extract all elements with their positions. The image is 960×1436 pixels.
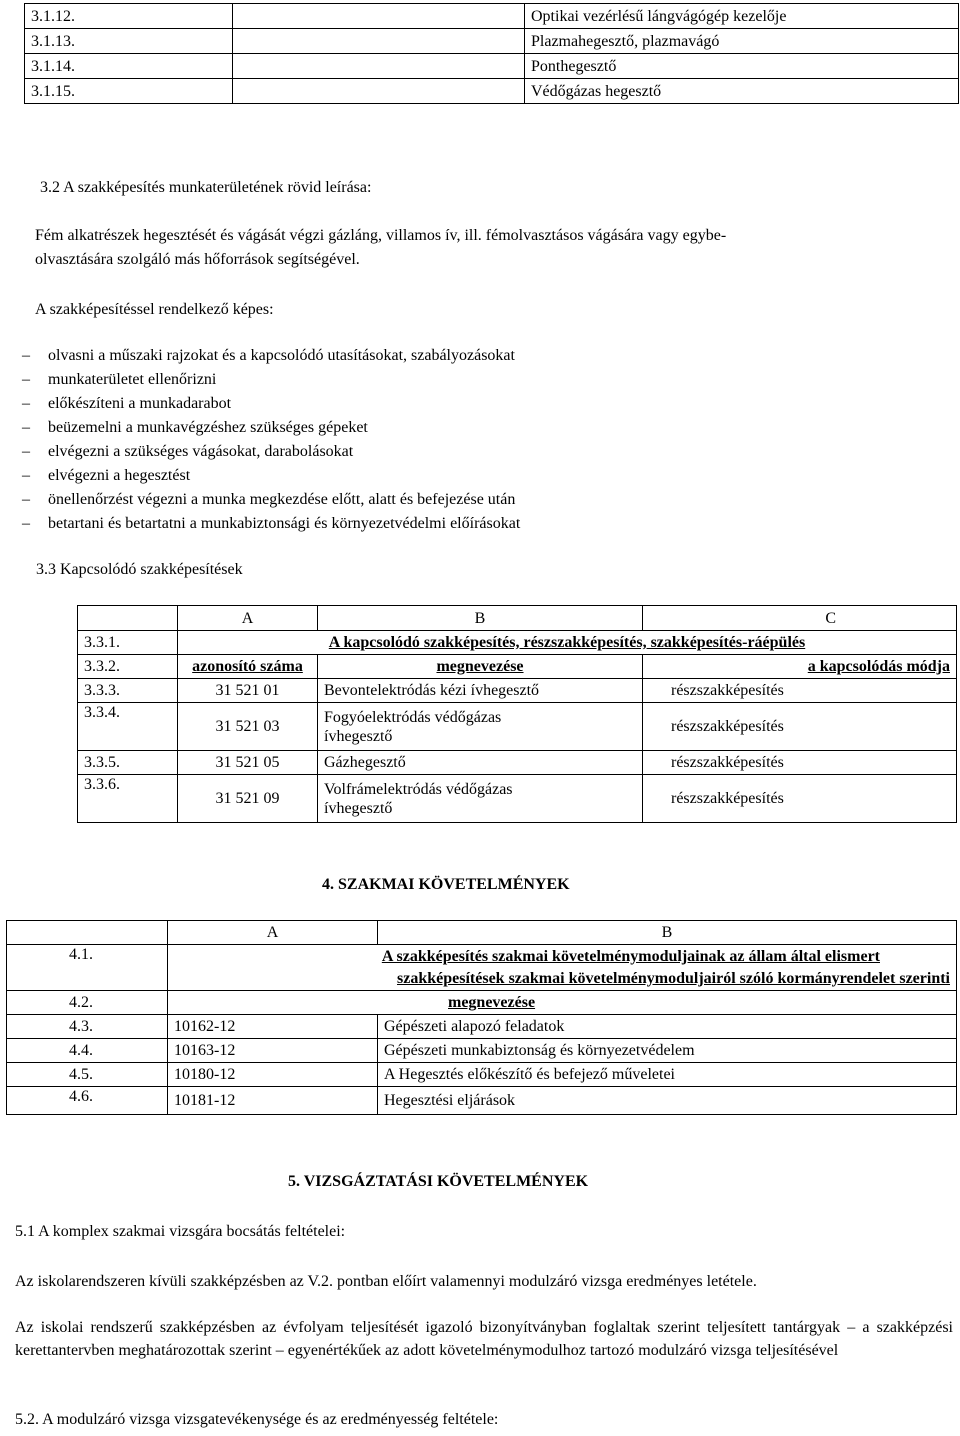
qualification-code: 31 521 03 <box>178 703 318 751</box>
list-item-text: elvégezni a hegesztést <box>48 467 191 484</box>
description-line-1: Fém alkatrészek hegesztését és vágását végzi gázláng, villamos ív, ill. fémolvasztásos vágására vagy egybe- <box>35 227 727 244</box>
capability-list <box>22 344 520 536</box>
name-header: megnevezése <box>168 991 957 1015</box>
row-number: 3.1.14. <box>25 54 233 79</box>
dash-bullet: – <box>22 443 30 460</box>
subsection-5-2-title: 5.2. A modulzáró vizsga vizsgatevékenysége és az eredményesség feltétele: <box>15 1411 499 1428</box>
module-name: A Hegesztés előkészítő és befejező műveletei <box>378 1063 957 1087</box>
table-row <box>7 1063 957 1087</box>
table-header-row <box>78 606 957 631</box>
table-row <box>25 4 959 29</box>
column-header-a: A <box>168 921 378 945</box>
table-row <box>78 775 957 823</box>
list-item <box>22 464 520 488</box>
qualification-code: 31 521 09 <box>178 775 318 823</box>
table-row <box>7 945 957 991</box>
list-item-text: olvasni a műszaki rajzokat és a kapcsolódó utasításokat, szabályozásokat <box>48 347 515 364</box>
row-number: 4.6. <box>7 1087 168 1115</box>
module-name: Gépészeti alapozó feladatok <box>378 1015 957 1039</box>
row-number: 3.1.12. <box>25 4 233 29</box>
row-number: 4.3. <box>7 1015 168 1039</box>
admission-paragraph-1: Az iskolarendszeren kívüli szakképzésben az V.2. pontban előírt valamennyi modulzáró vizsga eredményes letétele. <box>15 1273 757 1290</box>
column-header-a: A <box>178 606 318 631</box>
empty-cell <box>233 54 525 79</box>
empty-cell <box>233 4 525 29</box>
row-number: 4.5. <box>7 1063 168 1087</box>
qualification-name: Védőgázas hegesztő <box>525 79 959 104</box>
list-item-text: önellenőrzést végezni a munka megkezdése előtt, alatt és befejezése után <box>48 491 516 508</box>
row-number: 3.3.2. <box>78 655 178 679</box>
column-header-b: B <box>318 606 643 631</box>
row-number: 3.1.15. <box>25 79 233 104</box>
qualification-name: Ponthegesztő <box>525 54 959 79</box>
module-code: 10162-12 <box>168 1015 378 1039</box>
list-item <box>22 368 520 392</box>
empty-cell <box>233 79 525 104</box>
list-item <box>22 392 520 416</box>
row-number: 3.3.5. <box>78 751 178 775</box>
section-5-title: 5. VIZSGÁZTATÁSI KÖVETELMÉNYEK <box>288 1173 589 1190</box>
qualification-name: Bevontelektródás kézi ívhegesztő <box>318 679 643 703</box>
row-number: 4.2. <box>7 991 168 1015</box>
relation-type-header: a kapcsolódás módja <box>643 655 957 679</box>
list-item <box>22 344 520 368</box>
qualification-name: Fogyóelektródás védőgázas ívhegesztő <box>318 703 643 751</box>
empty-cell <box>233 29 525 54</box>
list-item-text: munkaterületet ellenőrizni <box>48 371 217 388</box>
subsection-5-1-title: 5.1 A komplex szakmai vizsgára bocsátás feltételei: <box>15 1223 346 1240</box>
list-item <box>22 512 520 536</box>
list-item <box>22 488 520 512</box>
table-row <box>25 79 959 104</box>
module-code: 10181-12 <box>168 1087 378 1115</box>
qualification-name: Optikai vezérlésű lángvágógép kezelője <box>525 4 959 29</box>
dash-bullet: – <box>22 347 30 364</box>
dash-bullet: – <box>22 395 30 412</box>
table-row <box>78 703 957 751</box>
qualification-name: Gázhegesztő <box>318 751 643 775</box>
qualification-list-table <box>24 3 959 104</box>
module-code: 10180-12 <box>168 1063 378 1087</box>
list-item-text: betartani és betartatni a munkabiztonsági és környezetvédelmi előírásokat <box>48 515 521 532</box>
related-qualifications-table <box>77 605 957 823</box>
column-header-b: B <box>378 921 957 945</box>
relation-type: részszakképesítés <box>643 703 957 751</box>
capable-intro: A szakképesítéssel rendelkező képes: <box>35 301 274 318</box>
row-number: 3.3.3. <box>78 679 178 703</box>
table-row <box>25 54 959 79</box>
list-item-text: elvégezni a szükséges vágásokat, darabolásokat <box>48 443 354 460</box>
qualification-code: 31 521 01 <box>178 679 318 703</box>
section-4-title: 4. SZAKMAI KÖVETELMÉNYEK <box>322 876 570 893</box>
heading-line-2: szakképesítések szakmai követelménymoduljairól szóló kormányrendelet szerinti <box>397 969 950 987</box>
row-number: 4.1. <box>7 945 168 991</box>
dash-bullet: – <box>22 467 30 484</box>
qualification-name: Volfrámelektródás védőgázas ívhegesztő <box>318 775 643 823</box>
qualification-name: Plazmahegesztő, plazmavágó <box>525 29 959 54</box>
table-row <box>78 679 957 703</box>
id-number-header: azonosító száma <box>178 655 318 679</box>
table-row <box>7 1039 957 1063</box>
empty-cell <box>7 921 168 945</box>
section-3-2-title: 3.2 A szakképesítés munkaterületének rövid leírása: <box>40 179 372 196</box>
table-header-row <box>7 921 957 945</box>
row-number: 3.3.4. <box>78 703 178 751</box>
table-row <box>78 631 957 655</box>
description-line-2: olvasztására szolgáló más hőforrások segítségével. <box>35 251 360 268</box>
heading-line-1: A szakképesítés szakmai követelménymoduljainak az állam által elismert <box>381 947 880 965</box>
dash-bullet: – <box>22 419 30 436</box>
module-code: 10163-12 <box>168 1039 378 1063</box>
table-row <box>78 655 957 679</box>
merged-heading-cell: A kapcsolódó szakképesítés, részszakképesítés, szakképesítés-ráépülés <box>178 631 957 655</box>
list-item <box>22 440 520 464</box>
dash-bullet: – <box>22 491 30 508</box>
list-item-text: előkészíteni a munkadarabot <box>48 395 232 412</box>
row-number: 3.3.6. <box>78 775 178 823</box>
qualification-code: 31 521 05 <box>178 751 318 775</box>
dash-bullet: – <box>22 371 30 388</box>
row-number: 3.1.13. <box>25 29 233 54</box>
empty-cell <box>78 606 178 631</box>
requirements-modules-table <box>6 920 957 1115</box>
admission-paragraph-2: Az iskolai rendszerű szakképzésben az évfolyam teljesítését igazoló bizonyítványban foglaltak szerint teljesített tantárgyak – a szakképzési kerettantervben meghatározottak szerint – egyenértékűek az adott követelménymodulhoz tartozó modulzáró vizsga teljesítésével <box>15 1319 953 1359</box>
module-name: Gépészeti munkabiztonság és környezetvédelem <box>378 1039 957 1063</box>
name-header: megnevezése <box>318 655 643 679</box>
table-row <box>78 751 957 775</box>
list-item <box>22 416 520 440</box>
dash-bullet: – <box>22 515 30 532</box>
relation-type: részszakképesítés <box>643 775 957 823</box>
module-name: Hegesztési eljárások <box>378 1087 957 1115</box>
list-item-text: beüzemelni a munkavégzéshez szükséges gépeket <box>48 419 368 436</box>
relation-type: részszakképesítés <box>643 679 957 703</box>
row-number: 3.3.1. <box>78 631 178 655</box>
table-row <box>25 29 959 54</box>
table-row <box>7 991 957 1015</box>
relation-type: részszakképesítés <box>643 751 957 775</box>
row-number: 4.4. <box>7 1039 168 1063</box>
table-row <box>7 1015 957 1039</box>
section-3-3-title: 3.3 Kapcsolódó szakképesítések <box>36 561 243 578</box>
table-row <box>7 1087 957 1115</box>
merged-heading-cell <box>168 945 957 991</box>
column-header-c: C <box>643 606 957 631</box>
